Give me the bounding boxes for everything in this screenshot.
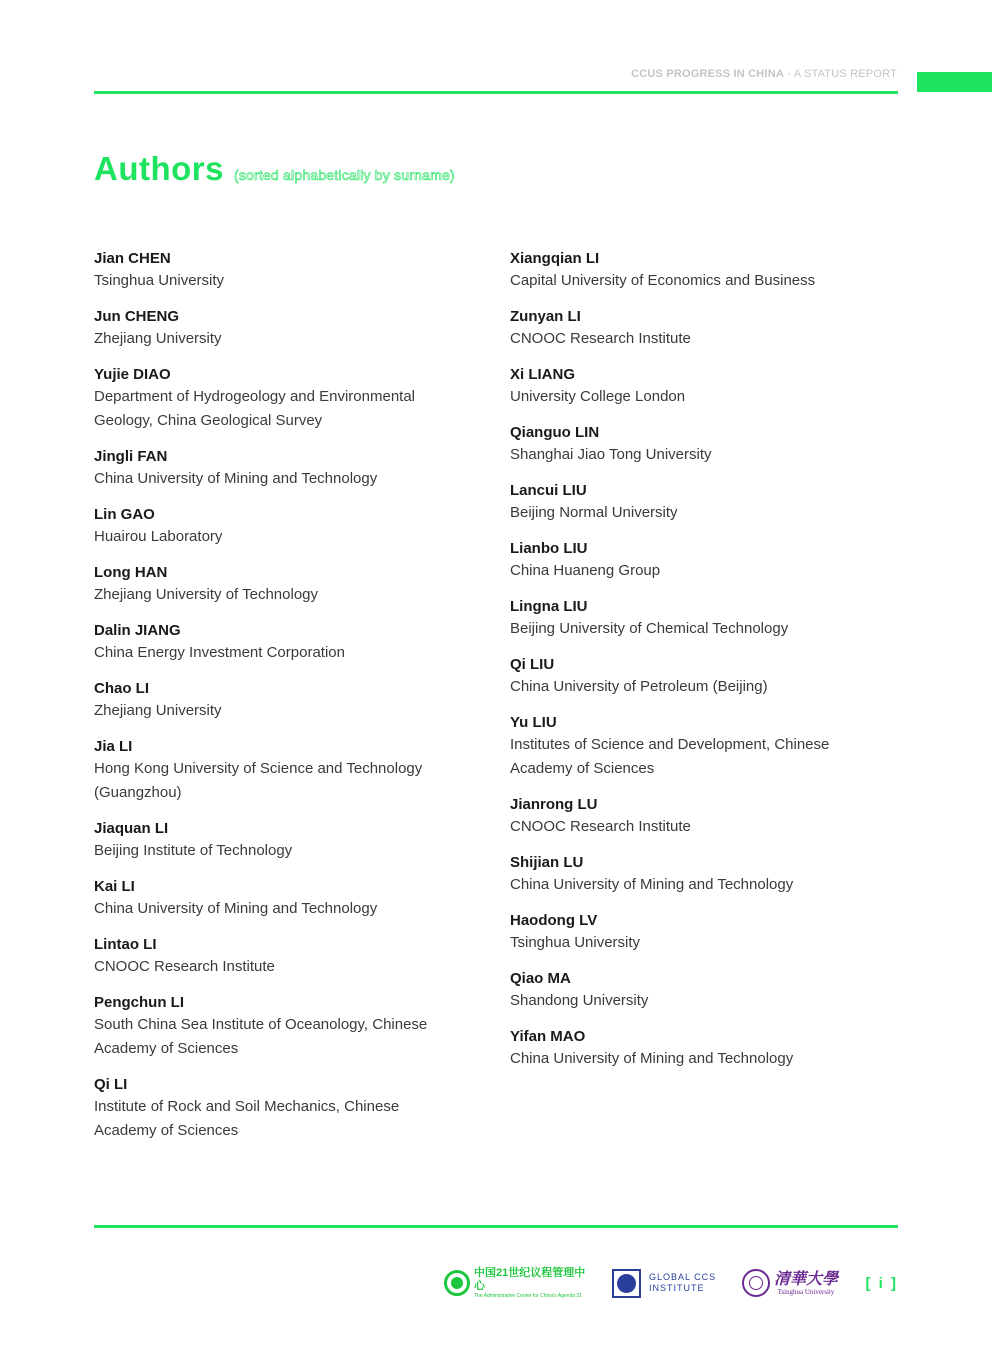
author-affiliation: Tsinghua University — [94, 272, 225, 289]
author-affiliation: Institutes of Science and Development, Chinese — [510, 736, 830, 753]
author-affiliation: China University of Mining and Technology — [510, 1050, 794, 1067]
author-name: Qi LI — [94, 1076, 128, 1093]
author-affiliation: Tsinghua University — [510, 934, 641, 951]
gccs-name-line1: GLOBAL CCS — [649, 1272, 717, 1282]
author-affiliation: (Guangzhou) — [94, 784, 182, 801]
author-affiliation: China University of Petroleum (Beijing) — [510, 678, 768, 695]
author-name: Yifan MAO — [510, 1028, 586, 1045]
author-name: Jianrong LU — [510, 796, 598, 813]
author-affiliation: Department of Hydrogeology and Environmental — [94, 388, 416, 405]
tsinghua-logo — [742, 1269, 842, 1297]
author-entry — [94, 306, 494, 351]
author-affiliation: China University of Mining and Technology — [94, 470, 378, 487]
author-name: Qianguo LIN — [510, 424, 600, 441]
author-entry — [510, 422, 900, 467]
top-rule — [94, 91, 898, 94]
author-entry — [94, 504, 494, 549]
author-name: Zunyan LI — [510, 308, 581, 325]
author-name: Jiaquan LI — [94, 820, 169, 837]
author-entry — [94, 562, 494, 607]
author-affiliation: Academy of Sciences — [510, 760, 655, 777]
author-name: Haodong LV — [510, 912, 598, 929]
author-affiliation: Zhejiang University — [94, 330, 222, 347]
author-affiliation: CNOOC Research Institute — [510, 330, 691, 347]
tsinghua-name-en: Tsinghua University — [777, 1287, 835, 1296]
running-header — [631, 68, 897, 80]
author-entry — [94, 446, 494, 491]
author-affiliation: CNOOC Research Institute — [94, 958, 275, 975]
author-name: Jun CHENG — [94, 308, 180, 325]
author-entry — [94, 248, 494, 293]
author-affiliation: Beijing Institute of Technology — [94, 842, 293, 859]
report-subtitle: - A STATUS REPORT — [783, 68, 897, 80]
author-name: Yu LIU — [510, 714, 557, 731]
page-number: [ i ] — [865, 1274, 898, 1292]
author-name: Lingna LIU — [510, 598, 588, 615]
author-affiliation: China University of Mining and Technology — [510, 876, 794, 893]
author-name: Shijian LU — [510, 854, 584, 871]
author-entry — [510, 306, 900, 351]
author-name: Xi LIANG — [510, 366, 576, 383]
author-entry — [94, 818, 494, 863]
bottom-rule — [94, 1225, 898, 1228]
author-affiliation: University College London — [510, 388, 686, 405]
footer-logos — [444, 1266, 898, 1300]
author-name: Jian CHEN — [94, 250, 171, 267]
author-entry — [510, 364, 900, 409]
tsinghua-name-cn: 清華大學 — [774, 1268, 839, 1288]
author-entry — [94, 1074, 494, 1143]
author-affiliation: Academy of Sciences — [94, 1040, 239, 1057]
author-name: Qi LIU — [510, 656, 555, 673]
author-affiliation: Capital University of Economics and Business — [510, 272, 816, 289]
author-affiliation: Geology, China Geological Survey — [94, 412, 323, 429]
report-title: CCUS PROGRESS IN CHINA — [631, 68, 784, 80]
author-name: Qiao MA — [510, 970, 571, 987]
author-affiliation: China Energy Investment Corporation — [94, 644, 345, 661]
author-entry — [510, 654, 900, 699]
author-name: Pengchun LI — [94, 994, 184, 1011]
author-name: Dalin JIANG — [94, 622, 181, 639]
title-main: Authors — [94, 150, 224, 187]
author-name: Yujie DIAO — [94, 366, 171, 383]
author-affiliation: Zhejiang University of Technology — [94, 586, 319, 603]
author-entry — [94, 736, 494, 805]
author-name: Xiangqian LI — [510, 250, 600, 267]
author-entry — [510, 538, 900, 583]
author-affiliation: CNOOC Research Institute — [510, 818, 691, 835]
author-entry — [94, 876, 494, 921]
author-affiliation: Huairou Laboratory — [94, 528, 223, 545]
author-name: Kai LI — [94, 878, 135, 895]
author-name: Jia LI — [94, 738, 133, 755]
author-entry — [510, 248, 900, 293]
global-ccs-logo — [612, 1269, 728, 1298]
agenda21-name-en: The Administrative Center for China's Agenda 21 — [474, 1292, 582, 1299]
authors-right-column — [510, 248, 900, 1084]
author-entry — [94, 620, 494, 665]
author-entry — [510, 480, 900, 525]
author-affiliation: South China Sea Institute of Oceanology, Chinese — [94, 1016, 428, 1033]
author-entry — [510, 596, 900, 641]
author-entry — [510, 1026, 900, 1071]
agenda21-name-cn: 中国21世纪议程管理中心 — [474, 1266, 586, 1292]
author-affiliation: Beijing Normal University — [510, 504, 678, 521]
author-affiliation: Shandong University — [510, 992, 649, 1009]
author-affiliation: China Huaneng Group — [510, 562, 661, 579]
author-affiliation: Zhejiang University — [94, 702, 222, 719]
author-name: Lianbo LIU — [510, 540, 588, 557]
authors-left-column — [94, 248, 494, 1156]
title-subtitle: (sorted alphabetically by surname) — [234, 167, 455, 183]
gccs-mark-icon — [612, 1269, 641, 1298]
author-name: Lancui LIU — [510, 482, 587, 499]
author-affiliation: Hong Kong University of Science and Technology — [94, 760, 423, 777]
author-name: Chao LI — [94, 680, 149, 697]
author-entry — [510, 968, 900, 1013]
author-entry — [94, 364, 494, 433]
author-affiliation: Shanghai Jiao Tong University — [510, 446, 712, 463]
tsinghua-seal-icon — [742, 1269, 770, 1297]
agenda21-logo — [444, 1267, 594, 1300]
author-name: Lintao LI — [94, 936, 157, 953]
globe-icon — [444, 1270, 470, 1296]
author-name: Long HAN — [94, 564, 168, 581]
author-entry — [94, 934, 494, 979]
gccs-name-line2: INSTITUTE — [649, 1283, 705, 1293]
author-affiliation: Institute of Rock and Soil Mechanics, Chinese — [94, 1098, 400, 1115]
author-entry — [94, 678, 494, 723]
author-entry — [94, 992, 494, 1061]
page-title — [94, 150, 455, 188]
header-tab-decoration — [917, 72, 992, 92]
author-name: Jingli FAN — [94, 448, 168, 465]
author-affiliation: China University of Mining and Technology — [94, 900, 378, 917]
author-entry — [510, 852, 900, 897]
author-name: Lin GAO — [94, 506, 155, 523]
author-entry — [510, 910, 900, 955]
author-entry — [510, 712, 900, 781]
author-affiliation: Beijing University of Chemical Technology — [510, 620, 789, 637]
author-entry — [510, 794, 900, 839]
author-affiliation: Academy of Sciences — [94, 1122, 239, 1139]
